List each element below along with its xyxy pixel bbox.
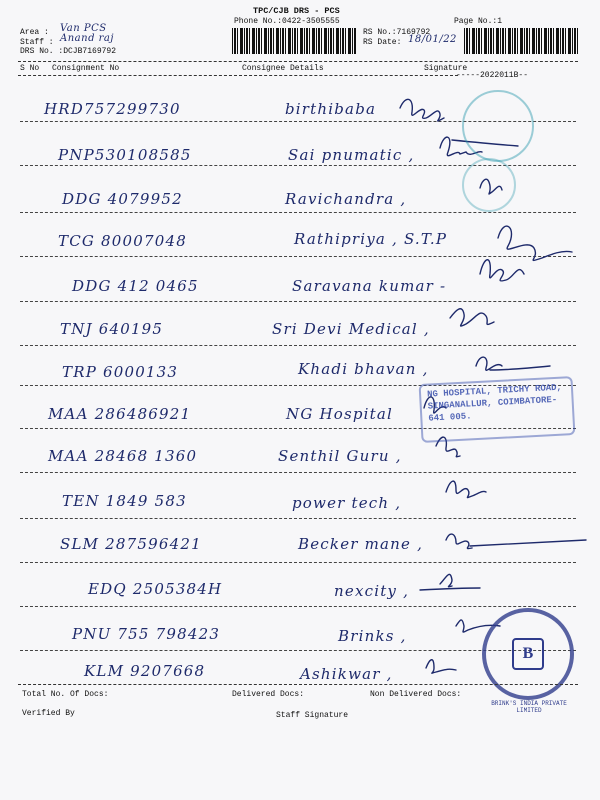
- row-3-consignment: DDG 4079952: [62, 190, 183, 208]
- ng-hospital-stamp: [419, 376, 576, 443]
- signature-6: [450, 309, 494, 326]
- row-2-consignment: PNP530108585: [58, 146, 192, 164]
- col-consignee: Consignee Details: [242, 64, 324, 73]
- signature-4: [498, 226, 572, 260]
- phone-number: Phone No.:0422-3505555: [234, 17, 340, 26]
- signature-1: [400, 99, 444, 121]
- row-10-consignee: power tech ,: [292, 494, 402, 512]
- barcode-drs: [232, 28, 356, 54]
- signature-5: [480, 260, 524, 281]
- row-13-consignment: PNU 755 798423: [72, 625, 221, 643]
- row-8-consignee: NG Hospital: [286, 405, 394, 423]
- signature-11: [446, 534, 586, 548]
- row-9-consignee: Senthil Guru ,: [278, 447, 402, 465]
- row-6-consignee: Sri Devi Medical ,: [272, 320, 430, 338]
- ng-hospital-stamp-text: NG HOSPITAL, TRICHY ROAD, SINGANALLUR, COIMBATORE- 641 005.: [426, 382, 563, 424]
- header-divider: [18, 61, 578, 62]
- brinks-stamp: [482, 608, 574, 714]
- row-5-consignment: DDG 412 0465: [72, 277, 199, 295]
- row-5-consignee: Saravana kumar -: [292, 277, 447, 295]
- row-4-consignment: TCG 80007048: [58, 232, 187, 250]
- row-14-consignment: KLM 9207668: [84, 662, 206, 680]
- row-2-consignee: Sai pnumatic ,: [288, 146, 415, 164]
- page-number: Page No.:1: [454, 17, 503, 26]
- row-11-consignee: Becker mane ,: [298, 535, 424, 553]
- total-docs-label: Total No. Of Docs:: [22, 690, 109, 699]
- signature-12: [420, 574, 480, 590]
- drs-number: DRS No. :DCJB7169792: [20, 47, 117, 56]
- row-13-consignee: Brinks ,: [338, 627, 407, 645]
- company-stamp-1: [462, 90, 534, 162]
- col-consignment: Consignment No: [52, 64, 120, 73]
- delivered-docs-label: Delivered Docs:: [232, 690, 305, 699]
- row-10-consignment: TEN 1849 583: [62, 492, 187, 510]
- row-3-consignee: Ravichandra ,: [285, 190, 407, 208]
- columns-divider: [18, 75, 458, 76]
- row-7-consignment: TRP 6000133: [62, 363, 179, 381]
- row-14-consignee: Ashikwar ,: [300, 665, 393, 683]
- signature-7: [476, 357, 550, 370]
- brinks-stamp-text: BRINK'S INDIA PRIVATE LIMITED: [491, 700, 567, 714]
- staff-value: Anand raj: [60, 33, 114, 44]
- company-stamp-2: [462, 158, 516, 212]
- doc-title: TPC/CJB DRS - PCS: [253, 6, 340, 16]
- rs-number: RS No.:7169792: [363, 28, 431, 37]
- row-1-consignee: birthibaba: [285, 100, 377, 118]
- row-12-consignment: EDQ 2505384H: [88, 580, 223, 598]
- run-date: -----2022011B--: [456, 71, 529, 80]
- row-4-consignee: Rathipriya , S.T.P: [294, 230, 448, 248]
- col-signature: Signature: [424, 64, 468, 73]
- footer-divider: [18, 684, 578, 685]
- row-1-consignment: HRD757299730: [44, 100, 181, 118]
- row-8-consignment: MAA 286486921: [48, 405, 192, 423]
- area-label: Area :: [20, 28, 49, 37]
- staff-label: Staff :: [20, 38, 54, 47]
- signature-14: [426, 660, 456, 673]
- area-value: Van PCS: [60, 23, 107, 34]
- signature-10: [446, 481, 486, 497]
- row-6-consignment: TNJ 640195: [60, 320, 164, 338]
- col-sno: S No: [20, 64, 40, 73]
- rs-date-label: RS Date:: [363, 38, 402, 47]
- rs-date-value: 18/01/22: [408, 34, 457, 45]
- row-11-consignment: SLM 287596421: [60, 535, 202, 553]
- row-9-consignment: MAA 28468 1360: [48, 447, 198, 465]
- staff-signature-label: Staff Signature: [276, 711, 349, 720]
- verified-by-label: Verified By: [22, 709, 75, 718]
- barcode-rs: [464, 28, 578, 54]
- row-7-consignee: Khadi bhavan ,: [298, 360, 429, 378]
- non-delivered-docs-label: Non Delivered Docs:: [370, 690, 462, 699]
- brinks-logo-icon: B: [512, 638, 544, 670]
- row-12-consignee: nexcity ,: [334, 582, 410, 600]
